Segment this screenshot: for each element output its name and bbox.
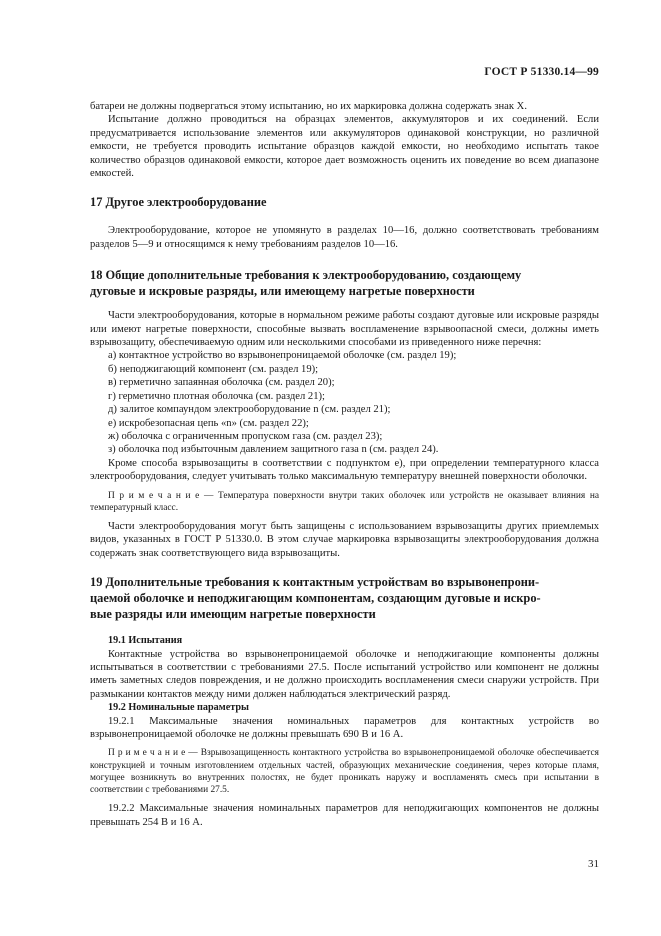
- subsection-19-1-heading: 19.1 Испытания: [108, 635, 183, 647]
- section-18-title-line-2: дуговые и искровые разряды, или имеющему нагретые поверхности: [90, 284, 475, 299]
- section-17-paragraph: Электрооборудование, которое не упомянуто в разделах 10—16, должно соответствовать требованиям разделов 5—9 и относящимся к нему требованиям разделов 10—16.: [90, 225, 599, 250]
- section-18-paragraph-1: Части электрооборудования, которые в нормальном режиме работы создают дуговые или искровые разряды или имеют нагретые поверхности, способные вызвать воспламенение взрывоопасной смеси, должны иметь взрывозащиту, обеспечиваемую одним или несколькими способами из приведенного ниже перечня:: [90, 310, 599, 349]
- list-item: в) герметично запаянная оболочка (см. раздел 20);: [108, 377, 335, 389]
- section-18-note: П р и м е ч а н и е — Температура поверхности внутри таких оболочек или устройств не оказывает влияния на температурный класс.: [90, 490, 599, 513]
- list-item: д) залитое компаундом электрооборудование n (см. раздел 21);: [108, 404, 391, 416]
- section-17-title: 17 Другое электрооборудование: [90, 195, 267, 210]
- subsection-19-1-paragraph: Контактные устройства во взрывонепроницаемой оболочке и неподжигающие компоненты должны испытываться в соответствии с требованиями 27.5. После испытаний устройство или компонент не должны иметь заметных следов повреждения, и не должно происходить воспламенения смеси снаружи устройств. При размыкании контактов между ними должен наблюдаться электрический разряд.: [90, 648, 599, 700]
- intro-paragraph-2: Испытание должно проводиться на образцах элементов, аккумуляторов и их соединений. Если предусматривается использование элементов или аккумуляторов одинаковой конструкции, но различной емкости, не требуется проводить испытание образцов каждой емкости, но необходимо испытать такое количество образцов одинаковой емкости, которое дает возможность оценить их поведение во всем диапазоне емкостей.: [90, 114, 599, 180]
- clause-19-2-1: 19.2.1 Максимальные значения номинальных параметров для контактных устройств во взрывонепроницаемой оболочке не должны превышать 690 В и 16 А.: [90, 715, 599, 740]
- list-item: е) искробезопасная цепь «n» (см. раздел 22);: [108, 417, 309, 429]
- document-code-header: ГОСТ Р 51330.14—99: [484, 66, 599, 78]
- section-18-title-line-1: 18 Общие дополнительные требования к электрооборудованию, создающему: [90, 268, 522, 283]
- list-item: з) оболочка под избыточным давлением защитного газа n (см. раздел 24).: [108, 444, 439, 456]
- list-item: а) контактное устройство во взрывонепроницаемой оболочке (см. раздел 19);: [108, 350, 457, 362]
- section-19-title-line-2: цаемой оболочке и неподжигающим компонентам, создающим дуговые и искро-: [90, 591, 541, 606]
- list-item: б) неподжигающий компонент (см. раздел 19);: [108, 363, 319, 375]
- section-19-note: П р и м е ч а н и е — Взрывозащищенность контактного устройства во взрывонепроницаемой оболочке обеспечивается конструкцией и точным изготовлением отдельных частей, образующих механические соединения, через которые пламя, могущее возникнуть во внутренних полостях, не будет проникать наружу и воспламенять смесь при испытании в соответствии с требованиями 27.5.: [90, 748, 599, 796]
- intro-paragraph-1: батареи не должны подвергаться этому испытанию, но их маркировка должна содержать знак X.: [90, 101, 527, 112]
- list-item: ж) оболочка с ограниченным пропуском газа (см. раздел 23);: [108, 430, 383, 442]
- page-body: [90, 100, 599, 829]
- section-18-paragraph-3: Части электрооборудования могут быть защищены с использованием взрывозащиты других приемлемых видов, указанных в ГОСТ Р 51330.0. В этом случае маркировка взрывозащиты электрооборудования должна содержать знак соответствующего вида взрывозащиты.: [90, 520, 599, 559]
- section-19-title-line-1: 19 Дополнительные требования к контактным устройствам во взрывонепрони-: [90, 575, 540, 590]
- page-number: 31: [588, 858, 599, 870]
- section-19-title-line-3: вые разряды или имеющим нагретые поверхности: [90, 607, 376, 622]
- list-item: г) герметично плотная оболочка (см. раздел 21);: [108, 390, 325, 402]
- clause-19-2-2: 19.2.2 Максимальные значения номинальных параметров для неподжигающих компонентов не должны превышать 254 В и 16 А.: [90, 803, 599, 828]
- subsection-19-2-heading: 19.2 Номинальные параметры: [108, 702, 249, 714]
- section-18-paragraph-2: Кроме способа взрывозащиты в соответствии с подпунктом е), при определении температурного класса электрооборудования, следует учитывать только максимальную температуру внешней поверхности оболочки.: [90, 457, 599, 483]
